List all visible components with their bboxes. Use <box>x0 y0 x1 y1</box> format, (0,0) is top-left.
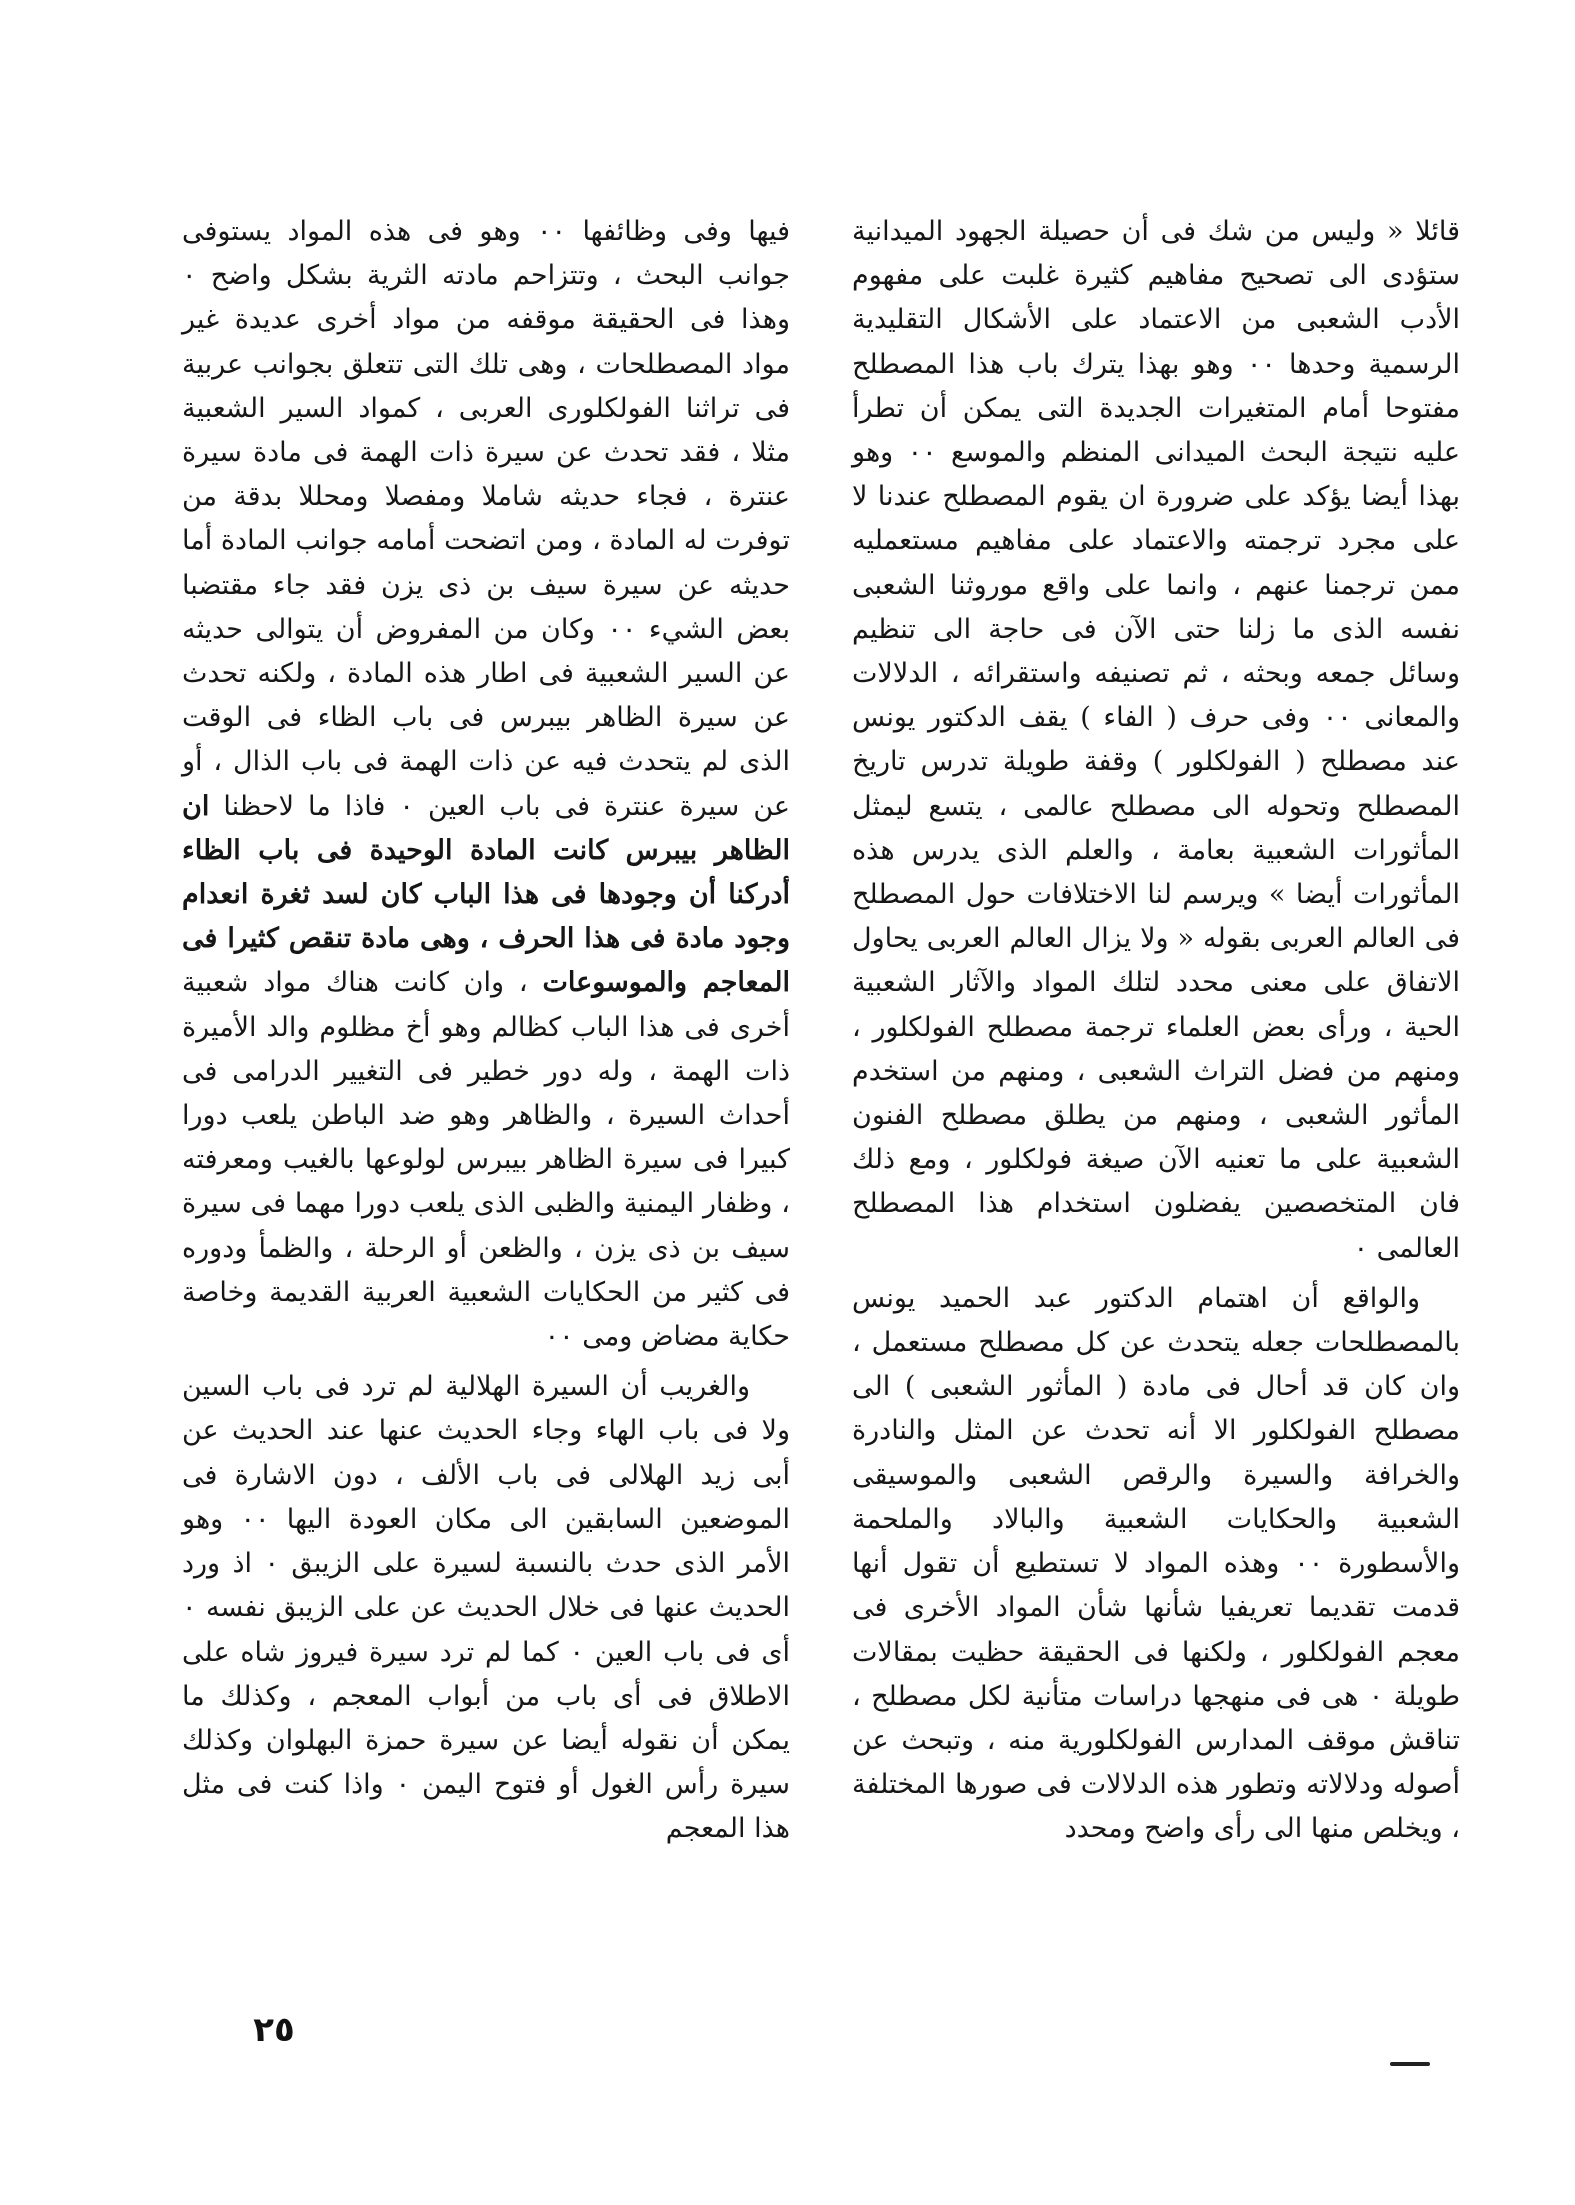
left-column-text-run-continued: ، وان كانت هناك مواد شعبية أخرى فى هذا الباب كظالم وهو أخ مظلوم والد الأميرة ذات الهمة ، وله دور خطير فى التغيير الدرامى فى أحداث السيرة ، والظاهر وهو ضد الباطن يلعب دورا كبيرا فى سيرة الظاهر بيبرس لولوعها بالغيب ومعرفته ، وظفار اليمنية والظبى الذى يلعب دورا مهما فى سيرة سيف بن ذى يزن ، والظعن أو الرحلة ، والظمأ ودوره فى كثير من الحكايات الشعبية العربية القديمة وخاصة حكاية مضاض ومى ٠٠ <box>182 967 790 1353</box>
right-text-column <box>852 210 1460 1858</box>
right-column-paragraph-2: والواقع أن اهتمام الدكتور عبد الحميد يونس بالمصطلحات جعله يتحدث عن كل مصطلح مستعمل ، وان كان قد أحال فى مادة ( المأثور الشعبى ) الى مصطلح الفولكلور الا أنه تحدث عن المثل والنادرة والخرافة والسيرة والرقص الشعبى والموسيقى الشعبية والحكايات الشعبية والبالاد والملحمة والأسطورة ٠٠ وهذه المواد لا تستطيع أن تقول أنها قدمت تقديما تعريفيا شأنها شأن المواد الأخرى فى معجم الفولكلور ، ولكنها فى الحقيقة حظيت بمقالات طويلة ٠ هى فى منهجها دراسات متأنية لكل مصطلح ، تناقش موقف المدارس الفولكلورية منه ، وتبحث عن أصوله ودلالاته وتطور هذه الدلالات فى صورها المختلفة ، ويخلص منها الى رأى واضح ومحدد <box>852 1282 1460 1845</box>
left-column-bold-text: ان الظاهر بيبرس كانت المادة الوحيدة فى باب الظاء أدركنا أن وجودها فى هذا الباب كان لسد ثغرة انعدام وجود مادة فى هذا الحرف ، وهى مادة تنقص كثيرا فى المعاجم والموسوعات <box>182 790 790 999</box>
left-text-column <box>182 210 790 1858</box>
left-column-paragraph-1 <box>182 210 790 1359</box>
left-column-paragraph-2: والغريب أن السيرة الهلالية لم ترد فى باب السين ولا فى باب الهاء وجاء الحديث عنها عند الحديث عن أبى زيد الهلالى فى باب الألف ، دون الاشارة فى الموضعين السابقين الى مكان العودة اليها ٠٠ وهو الأمر الذى حدث بالنسبة لسيرة على الزيبق ٠ اذ ورد الحديث عنها فى خلال الحديث عن على الزيبق نفسه ٠ أى فى باب العين ٠ كما لم ترد سيرة فيروز شاه على الاطلاق فى أى باب من أبواب المعجم ، وكذلك ما يمكن أن نقوله أيضا عن سيرة حمزة البهلوان وكذلك سيرة رأس الغول أو فتوح اليمن ٠ واذا كنت فى مثل هذا المعجم <box>182 1371 791 1845</box>
corner-print-mark <box>1390 2062 1430 2066</box>
right-column-paragraph-1: قائلا « وليس من شك فى أن حصيلة الجهود الميدانية ستؤدى الى تصحيح مفاهيم كثيرة غلبت على مفهوم الأدب الشعبى من الاعتماد على الأشكال التقليدية الرسمية وحدها ٠٠ وهو بهذا يترك باب هذا المصطلح مفتوحا أمام المتغيرات الجديدة التى يمكن أن تطرأ عليه نتيجة البحث الميدانى المنظم والموسع ٠٠ وهو بهذا أيضا يؤكد على ضرورة ان يقوم المصطلح عندنا لا على مجرد ترجمته والاعتماد على مفاهيم مستعمليه ممن ترجمنا عنهم ، وانما على واقع موروثنا الشعبى نفسه الذى ما زلنا حتى الآن فى حاجة الى تنظيم وسائل جمعه وبحثه ، ثم تصنيفه واستقرائه ، الدلالات والمعانى ٠٠ وفى حرف ( الفاء ) يقف الدكتور يونس عند مصطلح ( الفولكلور ) وقفة طويلة تدرس تاريخ المصطلح وتحوله الى مصطلح عالمى ، يتسع ليمثل المأثورات الشعبية بعامة ، والعلم الذى يدرس هذه المأثورات أيضا » ويرسم لنا الاختلافات حول المصطلح فى العالم العربى بقوله « ولا يزال العالم العربى يحاول الاتفاق على معنى محدد لتلك المواد والآثار الشعبية الحية ، ورأى بعض العلماء ترجمة مصطلح الفولكلور ، ومنهم من فضل التراث الشعبى ، ومنهم من استخدم المأثور الشعبى ، ومنهم من يطلق مصطلح الفنون الشعبية على ما تعنيه الآن صيغة فولكلور ، ومع ذلك فان المتخصصين يفضلون استخدام هذا المصطلح العالمى ٠ <box>852 216 1461 1264</box>
left-column-text-run: فيها وفى وظائفها ٠٠ وهو فى هذه المواد يستوفى جوانب البحث ، وتتزاحم مادته الثرية بشكل واضح ٠ وهذا فى الحقيقة موقفه من مواد أخرى عديدة غير مواد المصطلحات ، وهى تلك التى تتعلق بجوانب عربية فى تراثنا الفولكلورى العربى ، كمواد السير الشعبية مثلا ، فقد تحدث عن سيرة ذات الهمة فى مادة سيرة عنترة ، فجاء حديثه شاملا ومفصلا ومحللا بدقة من توفرت له المادة ، ومن اتضحت أمامه جوانب المادة أما حديثه عن سيرة سيف بن ذى يزن فقد جاء مقتضبا بعض الشيء ٠٠ وكان من المفروض أن يتوالى حديثه عن السير الشعبية فى اطار هذه المادة ، ولكنه تحدث عن سيرة الظاهر بيبرس فى باب الظاء فى الوقت الذى لم يتحدث فيه عن ذات الهمة فى باب الذال ، أو عن سيرة عنترة فى باب العين ٠ فاذا ما لاحظنا <box>182 216 790 822</box>
page-number: ٢٥ <box>253 2010 295 2050</box>
